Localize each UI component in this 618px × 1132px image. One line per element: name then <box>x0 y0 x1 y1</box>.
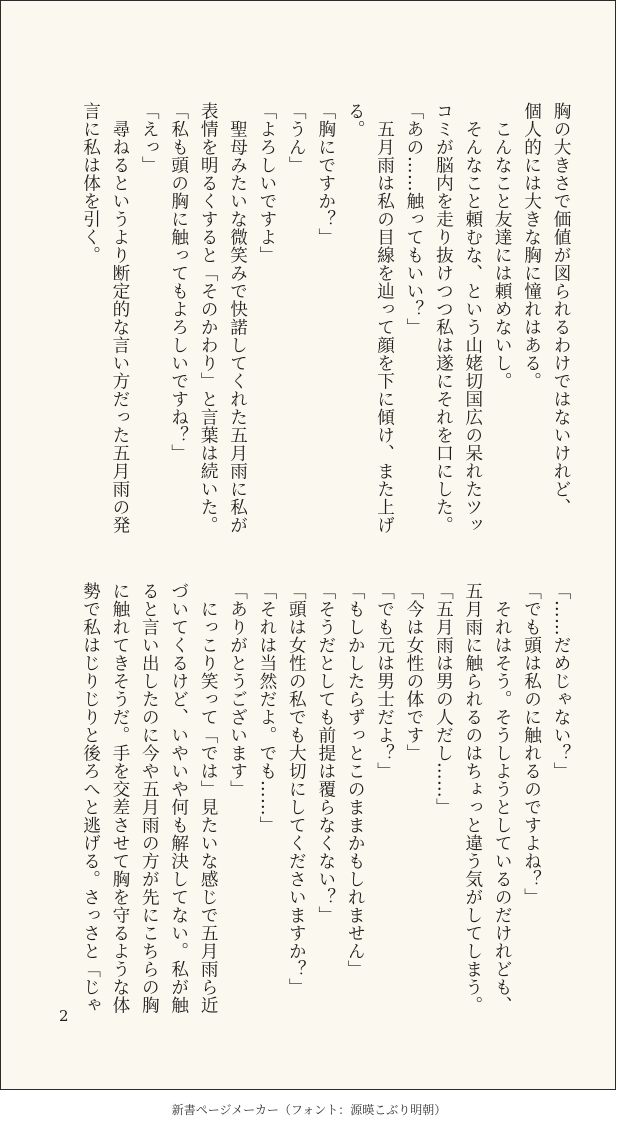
text-line: る。 <box>345 102 366 138</box>
text-line: そんなこと頼むな、という山姥切国広の呆れたツッ <box>462 102 483 534</box>
text-line: 「それは当然だよ。でも……」 <box>256 582 277 834</box>
text-line: コミが脳内を走り抜けつつ私は遂にそれを口にした。 <box>433 102 454 534</box>
text-line: 個人的には大きな胸に憧れはある。 <box>521 102 542 390</box>
text-line: 「でも元は男士だよ？」 <box>374 582 395 780</box>
text-line: ると言い出したのに今や五月雨の方が先にこちらの胸 <box>139 582 160 1014</box>
text-line: 「ありがとうございます」 <box>227 582 248 798</box>
text-line: に触れてきそうだ。手を交差させて胸を守るような体 <box>109 582 130 1014</box>
page-number: 2 <box>59 1007 69 1025</box>
text-line: 尋ねるというより断定的な言い方だった五月雨の発 <box>109 102 130 534</box>
text-line: にっこり笑って「では」見たいな感じで五月雨ら近 <box>198 582 219 1014</box>
text-line: 「私も頭の胸に触ってもよろしいですね？」 <box>168 102 189 462</box>
text-line: 「うん」 <box>286 102 307 174</box>
text-block-lower <box>75 582 575 1032</box>
text-line: 「そうだとしても前提は覆らなくない？」 <box>315 582 336 924</box>
text-line: 「胸にですか？」 <box>315 102 336 246</box>
text-line: 「あの……触ってもいい？」 <box>403 102 424 336</box>
footer-credit: 新書ページメーカー（フォント：源暎こぶり明朝） <box>171 1103 447 1117</box>
text-line: 五月雨は私の目線を辿って顔を下に傾け、また上げ <box>374 102 395 534</box>
text-line: 「五月雨は男の人だし……」 <box>433 582 454 816</box>
text-line: 五月雨に触られるのはちょっと違う気がしてしまう。 <box>462 582 483 1014</box>
text-line: 言に私は体を引く。 <box>80 102 101 264</box>
text-line: 聖母みたいな微笑みで快諾してくれた五月雨に私が <box>227 102 248 534</box>
text-line: それはそう。そうしようとしているのだけれども、 <box>492 582 513 1014</box>
text-line: 「でも頭は私のに触れるのですよね？」 <box>521 582 542 906</box>
text-line: 「よろしいですよ」 <box>256 102 277 264</box>
text-line: 「今は女性の体です」 <box>403 582 424 762</box>
text-line: 胸の大きさで価値が図られるわけではないけれど、 <box>551 102 571 516</box>
text-line: こんなこと友達には頼めないし。 <box>492 102 513 390</box>
text-line: 「もしかしたらずっとこのままかもしれません」 <box>345 582 366 978</box>
text-line: 表情を明るくすると「そのかわり」と言葉は続いた。 <box>198 102 219 534</box>
text-line: 「えっ」 <box>139 102 160 174</box>
text-line: 「頭は女性の私でも大切にしてくださいますか？」 <box>286 582 307 996</box>
text-line: 勢で私はじりじりと後ろへと逃げる。さっさと「じゃ <box>80 582 101 1014</box>
text-line: づいてくるけど、いやいや何も解決してない。私が触 <box>168 582 189 1014</box>
text-line: 「……だめじゃない？」 <box>551 582 571 780</box>
text-block-upper <box>75 102 575 552</box>
